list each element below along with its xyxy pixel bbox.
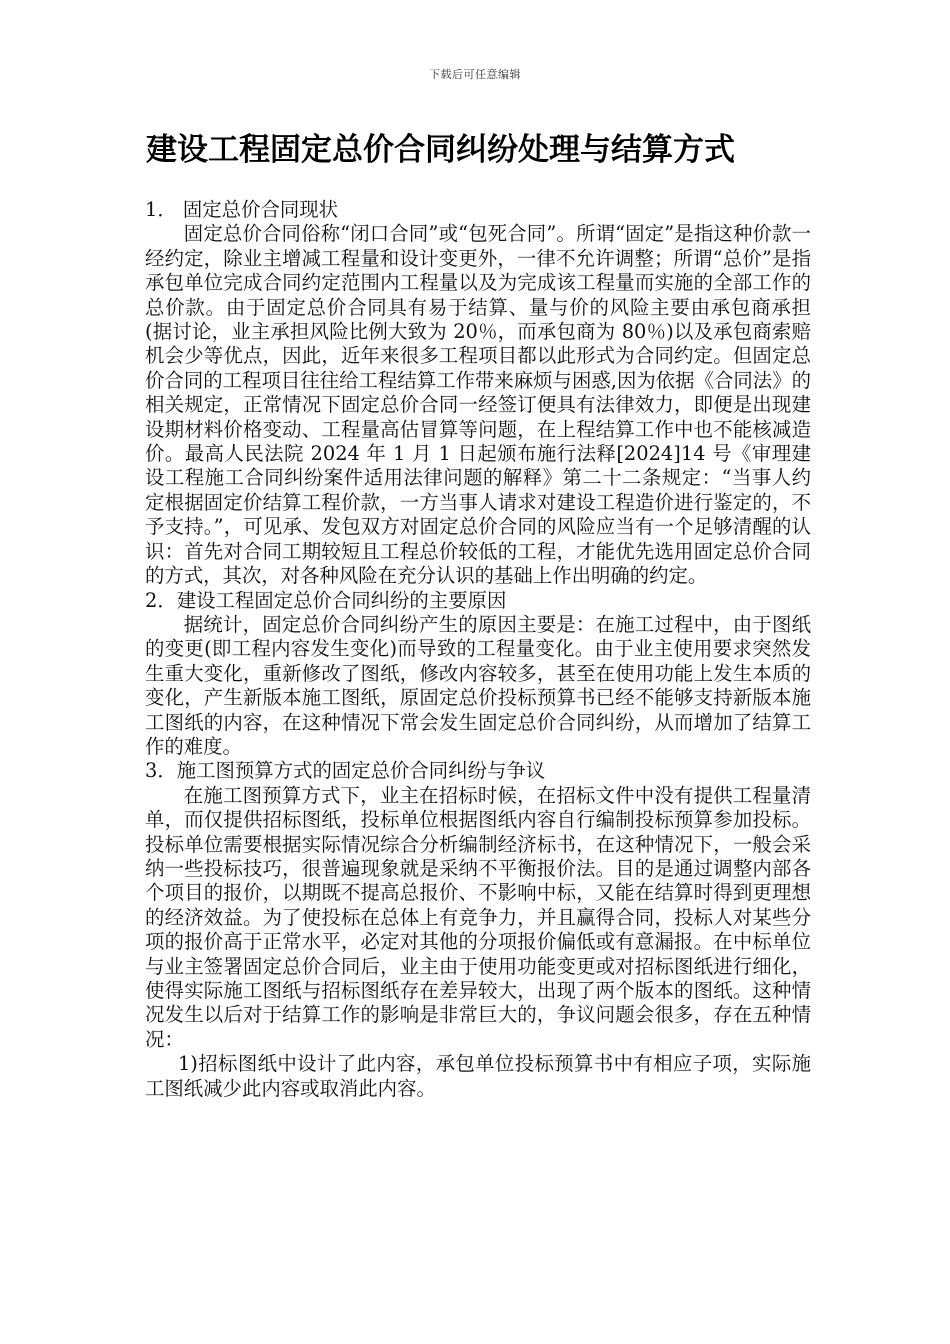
document-title: 建设工程固定总价合同纠纷处理与结算方式 bbox=[146, 132, 735, 168]
section-2-heading: 2．建设工程固定总价合同纠纷的主要原因 bbox=[145, 588, 507, 612]
section-1-heading: 1． 固定总价合同现状 bbox=[145, 198, 339, 221]
document-body bbox=[145, 198, 811, 1101]
section-3-heading: 3．施工图预算方式的固定总价合同纠纷与争议 bbox=[145, 759, 546, 783]
header-note: 下载后可任意编辑 bbox=[429, 68, 521, 81]
section-2-paragraph: 据统计，固定总价合同纠纷产生的原因主要是：在施工过程中，由于图纸的变更(即工程内容发生变化)而导致的工程量变化。由于业主使用要求突然发生重大变化，重新修改了图纸，修改内容较多，甚至在使用功能上发生本质的变化，产生新版本施工图纸，原固定总价投标预算书已经不能够支持新版本施工图纸的内容，在这种情况下常会发生固定总价合同纠纷，从而增加了结算工作的难度。 bbox=[145, 612, 811, 758]
section-1-paragraph: 固定总价合同俗称“闭口合同”或“包死合同”。所谓“固定”是指这种价款一经约定，除业主增减工程量和设计变更外，一律不允许调整；所谓“总价”是指承包单位完成合同约定范围内工程量以及为完成该工程量而实施的全部工作的总价款。由于固定总价合同具有易于结算、量与价的风险主要由承包商承担(据讨论，业主承担风险比例大致为 20％，而承包商为 80％)以及承包商索赔机会少等优点，因此，近年来很多工程项目都以此形式为合同约定。但固定总价合同的工程项目往往给工程结算工作带来麻烦与困惑,因为依据《合同法》的相关规定，正常情况下固定总价合同一经签订便具有法律效力，即便是出现建设期材料价格变动、工程量高估冒算等问题，在上程结算工作中也不能核减造价。最高人民法院 2024 年 1 月 1 日起颁布施行法释[2024]14 号《审理建设工程施工合同纠纷案件适用法律问题的解释》第二十二条规定：“当事人约定根据固定价结算工程价款，一方当事人请求对建设工程造价进行鉴定的，不予支持。”，可见承、发包双方对固定总价合同的风险应当有一个足够清醒的认识：首先对合同工期较短且工程总价较低的工程，才能优先选用固定总价合同的方式，其次，对各种风险在充分认识的基础上作出明确的约定。 bbox=[145, 222, 811, 588]
section-3-list-item-1: 1)招标图纸中设计了此内容，承包单位投标预算书中有相应子项，实际施工图纸减少此内容或取消此内容。 bbox=[145, 1052, 811, 1100]
section-3-paragraph: 在施工图预算方式下，业主在招标时候，在招标文件中没有提供工程量清单，而仅提供招标图纸，投标单位根据图纸内容自行编制投标预算参加投标。投标单位需要根据实际情况综合分析编制经济标书，在这种情况下，一般会采纳一些投标技巧，很普遍现象就是采纳不平衡报价法。目的是通过调整内部各个项目的报价，以期既不提高总报价、不影响中标，又能在结算时得到更理想的经济效益。为了使投标在总体上有竞争力，并且赢得合同，投标人对某些分项的报价高于正常水平，必定对其他的分项报价偏低或有意漏报。在中标单位与业主签署固定总价合同后，业主由于使用功能变更或对招标图纸进行细化，使得实际施工图纸与招标图纸存在差异较大，出现了两个版本的图纸。这种情况发生以后对于结算工作的影响是非常巨大的，争议问题会很多，存在五种情况： bbox=[145, 783, 811, 1051]
